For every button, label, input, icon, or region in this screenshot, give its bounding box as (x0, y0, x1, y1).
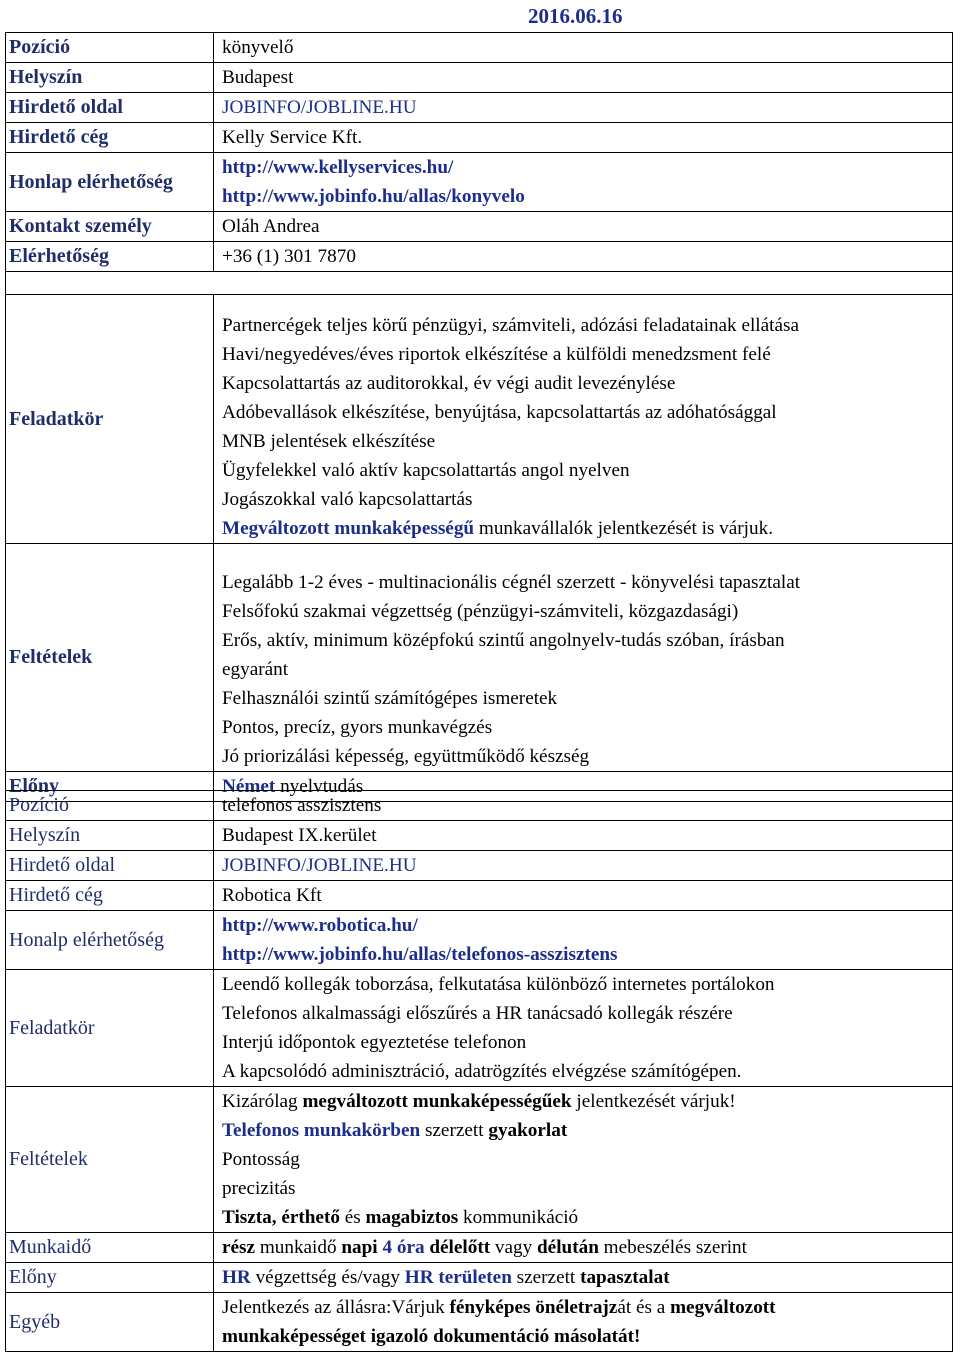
advantage-rest: nyelvtudás (275, 776, 364, 797)
label-tasks: Feladatkör (6, 295, 214, 544)
label-web: Honlap elérhetőség (6, 153, 214, 212)
label-advantage: Előny (6, 1263, 214, 1293)
req-item: Legalább 1-2 éves - multinacionális cégnél szerzett - könyvelési tapasztalat (222, 572, 801, 593)
label-advantage: Előny (6, 772, 214, 802)
adv-d: szerzett (511, 1267, 581, 1288)
hours-b: munkaidő (255, 1237, 342, 1258)
label-site: Hirdető oldal (6, 851, 214, 881)
row-site (6, 93, 953, 123)
label-location: Helyszín (6, 821, 214, 851)
row-requirements (6, 1087, 953, 1233)
row-contact (6, 212, 953, 242)
req-item: egyaránt (222, 659, 289, 680)
req5-d: kommunikáció (458, 1207, 579, 1228)
hours-e: 4 óra (382, 1237, 425, 1258)
row-web (6, 153, 953, 212)
adv-c: HR területen (404, 1267, 512, 1288)
value-position: telefonos asszisztens (214, 791, 953, 821)
task-item: Interjú időpontok egyeztetése telefonon (222, 1032, 527, 1053)
row-position (6, 791, 953, 821)
value-phone: +36 (1) 301 7870 (214, 242, 953, 272)
label-company: Hirdető cég (6, 123, 214, 153)
row-hours (6, 1233, 953, 1263)
value-company: Robotica Kft (214, 881, 953, 911)
label-company: Hirdető cég (6, 881, 214, 911)
task-item: Jogászokkal való kapcsolattartás (222, 489, 473, 510)
label-contact: Kontakt személy (6, 212, 214, 242)
hours-h: vagy (490, 1237, 538, 1258)
req1-b: megváltozott munkaképességűek (302, 1091, 572, 1112)
req5-b: és (339, 1207, 366, 1228)
value-company: Kelly Service Kft. (214, 123, 953, 153)
link-web-2[interactable]: http://www.jobinfo.hu/allas/konyvelo (222, 186, 525, 207)
task-item: Havi/negyedéves/éves riportok elkészítése a külföldi menedzsment felé (222, 344, 771, 365)
task-item: A kapcsolódó adminisztráció, adatrögzítés elvégzése számítógépen. (222, 1061, 742, 1082)
req-item: Jó priorizálási képesség, együttműködő készség (222, 746, 590, 767)
link-web-2[interactable]: http://www.jobinfo.hu/allas/telefonos-asszisztens (222, 944, 618, 965)
row-phone (6, 242, 953, 272)
task-item: Leendő kollegák toborzása, felkutatása különböző internetes portálokon (222, 974, 775, 995)
value-location: Budapest IX.kerület (214, 821, 953, 851)
job-listing-1 (5, 32, 953, 802)
label-position: Pozíció (6, 791, 214, 821)
task-item: Kapcsolattartás az auditorokkal, év végi audit levezénylése (222, 373, 676, 394)
req5-c: magabiztos (365, 1207, 459, 1228)
value-site[interactable]: JOBINFO/JOBLINE.HU (222, 97, 417, 118)
other1-d: megváltozott (670, 1297, 776, 1318)
req3: Pontosság (222, 1149, 300, 1170)
task-last-rest: munkavállalók jelentkezését is várjuk. (474, 518, 773, 539)
other1-c: át és a (617, 1297, 671, 1318)
label-requirements: Feltételek (6, 1087, 214, 1233)
task-item: Ügyfelekkel való aktív kapcsolattartás angol nyelven (222, 460, 630, 481)
row-company (6, 881, 953, 911)
row-company (6, 123, 953, 153)
hours-g: délelőtt (429, 1237, 491, 1258)
req2-a: Telefonos munkakörben (222, 1120, 421, 1141)
req-item: Felhasználói szintű számítógépes ismeretek (222, 688, 558, 709)
gap-row (6, 272, 953, 295)
advantage-lang: Német (222, 776, 276, 797)
hours-j: mebeszélés szerint (598, 1237, 747, 1258)
label-web: Honalp elérhetőség (6, 911, 214, 970)
link-web-1[interactable]: http://www.robotica.hu/ (222, 915, 418, 936)
value-location: Budapest (214, 63, 953, 93)
req-item: Pontos, precíz, gyors munkavégzés (222, 717, 493, 738)
row-web (6, 911, 953, 970)
adv-a: HR (222, 1267, 251, 1288)
label-phone: Elérhetőség (6, 242, 214, 272)
other2: munkaképességet igazoló dokumentáció másolatát! (222, 1326, 641, 1347)
hours-c: napi (341, 1237, 378, 1258)
job-listing-2 (5, 790, 953, 1352)
label-hours: Munkaidő (6, 1233, 214, 1263)
document-date: 2016.06.16 (528, 4, 623, 28)
req5-a: Tiszta, érthető (222, 1207, 340, 1228)
row-location (6, 63, 953, 93)
row-requirements (6, 544, 953, 772)
task-item: Telefonos alkalmassági előszűrés a HR tanácsadó kollegák részére (222, 1003, 733, 1024)
adv-e: tapasztalat (580, 1267, 670, 1288)
row-tasks (6, 295, 953, 544)
row-advantage (6, 1263, 953, 1293)
link-web-1[interactable]: http://www.kellyservices.hu/ (222, 157, 454, 178)
req1-a: Kizárólag (222, 1091, 303, 1112)
hours-i: délután (537, 1237, 599, 1258)
req-item: Erős, aktív, minimum középfokú szintű angolnyelv-tudás szóban, írásban (222, 630, 785, 651)
task-item: Partnercégek teljes körű pénzügyi, számviteli, adózási feladatainak ellátása (222, 315, 799, 336)
task-item-last (222, 514, 952, 543)
req4: precizitás (222, 1178, 296, 1199)
hours-a: rész (222, 1237, 256, 1258)
other1-a: Jelentkezés az állásra:Várjuk (222, 1297, 450, 1318)
task-last-bold: Megváltozott munkaképességű (222, 518, 475, 539)
row-other (6, 1293, 953, 1352)
value-site[interactable]: JOBINFO/JOBLINE.HU (222, 855, 417, 876)
row-location (6, 821, 953, 851)
value-position: könyvelő (214, 33, 953, 63)
row-position (6, 33, 953, 63)
req2-c: gyakorlat (488, 1120, 568, 1141)
label-tasks: Feladatkör (6, 970, 214, 1087)
req-item: Felsőfokú szakmai végzettség (pénzügyi-számviteli, közgazdasági) (222, 601, 739, 622)
task-item: MNB jelentések elkészítése (222, 431, 436, 452)
other1-b: fényképes önéletrajz (449, 1297, 618, 1318)
row-site (6, 851, 953, 881)
label-location: Helyszín (6, 63, 214, 93)
task-item: Adóbevallások elkészítése, benyújtása, kapcsolattartás az adóhatósággal (222, 402, 777, 423)
req1-c: jelentkezését várjuk! (571, 1091, 736, 1112)
value-contact: Oláh Andrea (214, 212, 953, 242)
adv-b: végzettség és/vagy (250, 1267, 405, 1288)
row-tasks (6, 970, 953, 1087)
label-position: Pozíció (6, 33, 214, 63)
label-requirements: Feltételek (6, 544, 214, 772)
label-site: Hirdető oldal (6, 93, 214, 123)
label-other: Egyéb (6, 1293, 214, 1352)
req2-b: szerzett (420, 1120, 489, 1141)
